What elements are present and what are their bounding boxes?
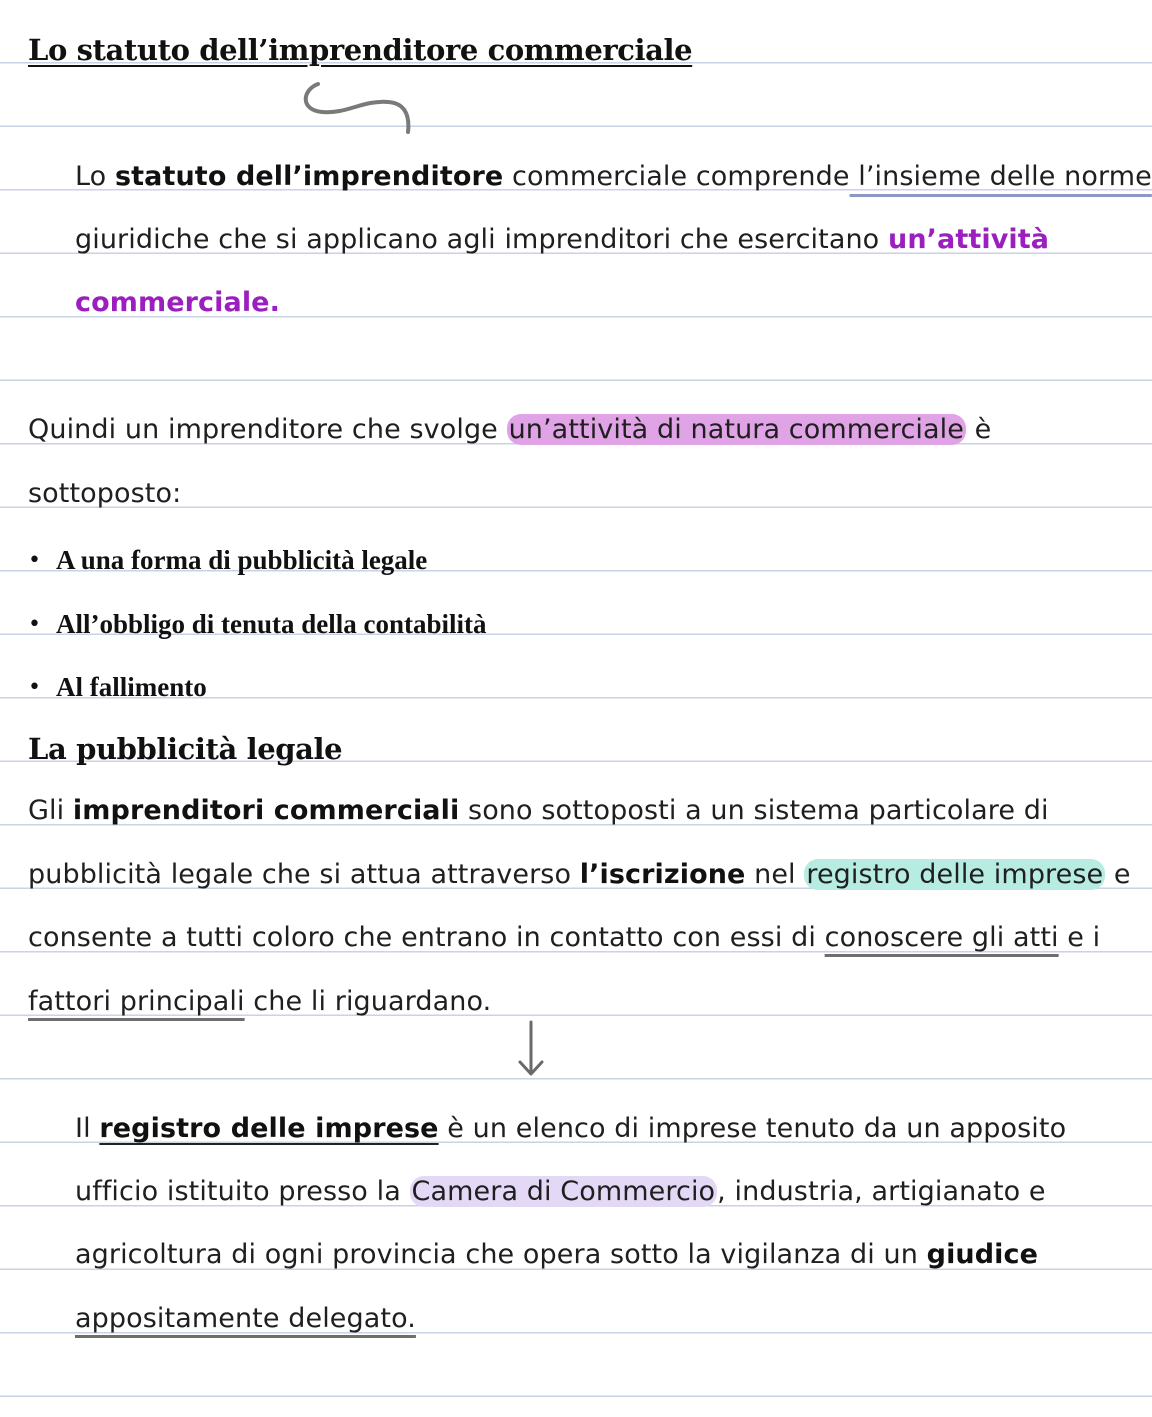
definition-line-1 [75,157,1152,197]
paragraph-2-line-4 [75,1299,416,1339]
text-fragment: è un elenco di imprese tenuto da un apposito [438,1113,1067,1144]
text-fragment: commerciale comprende [503,161,850,192]
purple-term: un’attività [888,224,1050,255]
definition-line-3: commerciale. [75,287,280,318]
highlighted-phrase: Camera di Commercio [411,1176,716,1207]
text-fragment: consente a tutti coloro che entrano in contatto con essi di [28,922,825,953]
paragraph-1-line-2 [28,855,1131,895]
text-fragment: ufficio istituito presso la [75,1176,410,1207]
text-fragment: Gli [28,795,73,826]
underlined-phrase: appositamente delegato. [75,1303,416,1334]
list-item-label: A una forma di pubblicità legale [56,545,428,575]
text-fragment: e i [1058,922,1101,953]
text-fragment: è [966,414,992,445]
text-fragment: che li riguardano. [244,986,492,1017]
text-fragment: , industria, artigianato e [717,1176,1046,1207]
bold-term-statuto: statuto dell’imprenditore [114,161,504,192]
consequence-line-1 [28,410,991,450]
bold-term-registro: registro delle imprese [99,1113,439,1144]
bold-term-imprenditori: imprenditori commerciali [72,795,460,826]
paragraph-2-line-1 [75,1109,1066,1149]
down-arrow-icon [514,1020,548,1078]
paragraph-1-line-1 [28,791,1049,831]
paragraph-1-line-3 [28,918,1100,958]
list-item [28,604,487,645]
text-fragment: sono sottoposti a un sistema particolare di [459,795,1049,826]
text-fragment: e [1105,859,1131,890]
list-item-label: All’obbligo di tenuta della contabilità [56,609,487,639]
bold-term-iscrizione: l’iscrizione [579,859,746,890]
text-fragment: Lo [75,161,115,192]
bullet-icon: • [28,612,41,637]
highlighted-phrase: un’attività di natura commerciale [508,414,964,445]
section-title-statuto: Lo statuto dell’imprenditore commerciale [28,33,693,67]
curved-arrow-icon [300,80,416,138]
bullet-icon: • [28,548,41,573]
text-fragment: pubblicità legale che si attua attraverso [28,859,580,890]
consequence-line-2: sottoposto: [28,478,182,509]
text-fragment: agricoltura di ogni provincia che opera sotto la vigilanza di un [75,1239,927,1270]
paragraph-2-line-2 [75,1172,1046,1212]
list-item [28,540,427,581]
highlighted-phrase: registro delle imprese [806,859,1104,890]
bold-term-giudice: giudice [926,1239,1039,1270]
list-item-label: Al fallimento [56,672,207,702]
section-title-pubblicita: La pubblicità legale [28,732,343,766]
underlined-phrase: l’insieme delle norme [849,161,1152,192]
definition-line-2 [75,220,1049,260]
paragraph-2-line-3 [75,1235,1038,1275]
text-fragment: Il [75,1113,100,1144]
text-fragment: nel [745,859,805,890]
underlined-phrase: fattori principali [28,986,245,1017]
underlined-phrase: conoscere gli atti [824,922,1059,953]
list-item [28,667,207,708]
text-fragment: Quindi un imprenditore che svolge [28,414,507,445]
paragraph-1-line-4 [28,982,491,1022]
text-fragment: giuridiche che si applicano agli imprenditori che esercitano [75,224,888,255]
bullet-icon: • [28,675,41,700]
